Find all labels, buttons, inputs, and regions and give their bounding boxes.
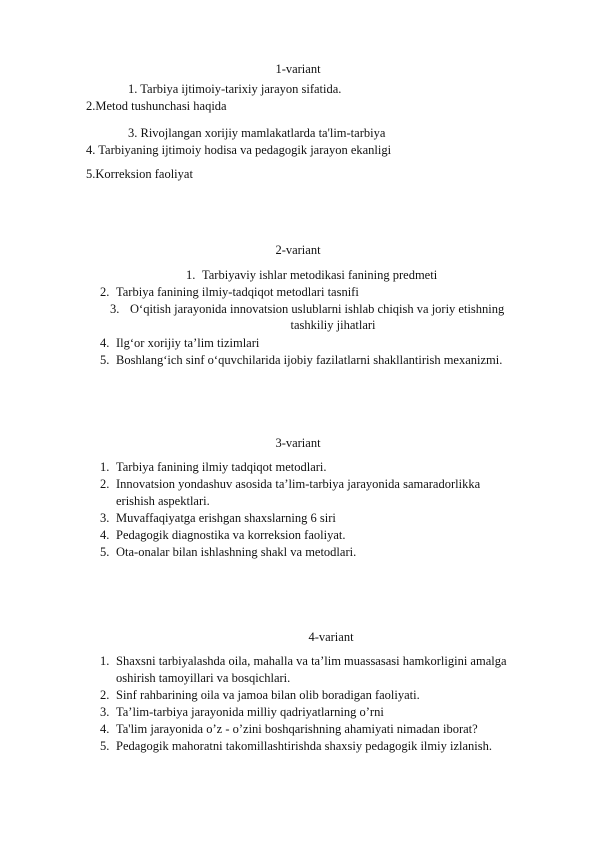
item-number: 1. (100, 654, 110, 668)
item-number: 2. (100, 688, 110, 702)
item-text: Shaxsni tarbiyalashda oila, mahalla va ta’lim muassasasi hamkorligini amalga (116, 654, 507, 668)
variant3-item-4 (100, 528, 345, 543)
variant4-item-1-continuation: oshirish tamoyillari va bosqichlari. (116, 671, 291, 685)
variant4-item-2 (100, 688, 420, 703)
item-text: Ilg‘or xorijiy ta’lim tizimlari (116, 336, 260, 350)
item-number: 5. (100, 353, 110, 367)
variant3-item-3 (100, 511, 336, 526)
variant3-item-5 (100, 545, 356, 560)
variant2-item-5 (100, 353, 502, 368)
item-text: Tarbiyaviy ishlar metodikasi fanining predmeti (202, 268, 438, 282)
variant3-title: 3-variant (275, 436, 321, 450)
item-text: Pedagogik diagnostika va korreksion faoliyat. (116, 528, 346, 542)
item-number: 5. (100, 739, 110, 753)
variant4-item-4 (100, 722, 478, 737)
item-number: 3. (110, 302, 120, 316)
variant3-item-2-continuation: erishish aspektlari. (116, 494, 210, 508)
variant3-item-2 (100, 477, 480, 492)
item-number: 4. (100, 336, 110, 350)
variant2-title: 2-variant (275, 243, 321, 257)
item-text: Pedagogik mahoratni takomillashtirishda shaxsiy pedagogik ilmiy izlanish. (116, 739, 492, 753)
item-text: Ota-onalar bilan ishlashning shakl va metodlari. (116, 545, 357, 559)
item-number: 1. (186, 268, 196, 282)
item-number: 5. (100, 545, 110, 559)
item-text: O‘qitish jarayonida innovatsion uslublarni ishlab chiqish va joriy etishning (130, 302, 505, 316)
item-text: Tarbiya fanining ilmiy tadqiqot metodlari. (116, 460, 327, 474)
variant2-item-3-continuation: tashkiliy jihatlari (290, 318, 376, 332)
variant2-item-2 (100, 285, 359, 300)
variant1-item-1: 1. Tarbiya ijtimoiy-tarixiy jarayon sifatida. (128, 82, 342, 96)
item-text: Tarbiya fanining ilmiy-tadqiqot metodlari tasnifi (116, 285, 359, 299)
item-text: Ta'lim jarayonida o’z - o’zini boshqarishning ahamiyati nimadan iborat? (116, 722, 478, 736)
variant4-item-1 (100, 654, 507, 669)
variant2-item-1 (186, 268, 437, 283)
item-number: 1. (100, 460, 110, 474)
item-text: Innovatsion yondashuv asosida ta’lim-tarbiya jarayonida samaradorlikka (116, 477, 481, 491)
item-number: 2. (100, 477, 110, 491)
variant1-item-3: 3. Rivojlangan xorijiy mamlakatlarda ta'lim-tarbiya (128, 126, 386, 140)
item-text: Sinf rahbarining oila va jamoa bilan olib boradigan faoliyati. (116, 688, 420, 702)
variant1-item-4: 4. Tarbiyaning ijtimoiy hodisa va pedagogik jarayon ekanligi (86, 143, 392, 157)
variant1-item-5: 5.Korreksion faoliyat (86, 167, 193, 181)
variant1-title: 1-variant (275, 62, 321, 76)
variant4-title: 4-variant (308, 630, 354, 644)
item-text: Muvaffaqiyatga erishgan shaxslarning 6 siri (116, 511, 336, 525)
item-text: Boshlang‘ich sinf o‘quvchilarida ijobiy fazilatlarni shakllantirish mexanizmi. (116, 353, 503, 367)
variant1-item-2: 2.Metod tushunchasi haqida (86, 99, 227, 113)
item-number: 4. (100, 722, 110, 736)
variant4-item-5 (100, 739, 492, 754)
item-number: 2. (100, 285, 110, 299)
variant2-item-3 (110, 302, 504, 317)
variant4-item-3 (100, 705, 384, 720)
item-number: 3. (100, 511, 110, 525)
variant3-item-1 (100, 460, 327, 475)
item-number: 4. (100, 528, 110, 542)
item-text: Ta’lim-tarbiya jarayonida milliy qadriyatlarning o’rni (116, 705, 384, 719)
item-number: 3. (100, 705, 110, 719)
variant2-item-4 (100, 336, 259, 351)
